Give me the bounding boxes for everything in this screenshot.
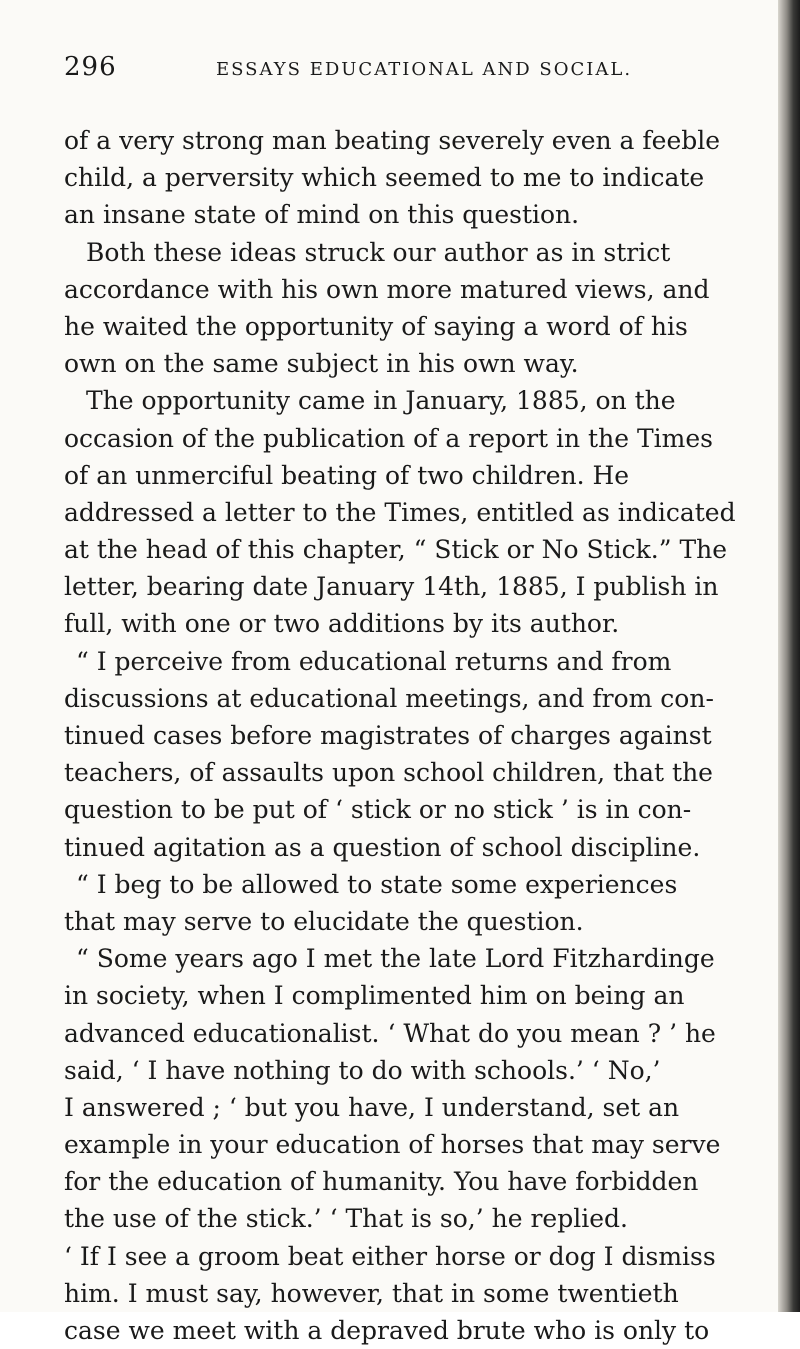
text-line: “ Some years ago I met the late Lord Fitzhardinge — [76, 944, 715, 974]
text-line: accordance with his own more matured views, and — [64, 274, 710, 304]
text-line: I answered ; ‘ but you have, I understand, set an — [64, 1092, 680, 1122]
text-line: advanced educationalist. ‘ What do you mean ? ’ he — [64, 1018, 716, 1048]
text-line: tinued cases before magistrates of charges against — [64, 721, 712, 750]
text-line: he waited the opportunity of saying a word of his — [64, 311, 688, 341]
text-line: tinued agitation as a question of school discipline. — [64, 832, 701, 862]
text-line: occasion of the publication of a report in the Times — [64, 423, 713, 453]
text-line: case we meet with a depraved brute who is only to — [64, 1316, 710, 1345]
text-line: at the head of this chapter, “ Stick or No Stick.” The — [64, 535, 728, 565]
text-line: Both these ideas struck our author as in strict — [86, 237, 671, 267]
text-line: The opportunity came in January, 1885, on the — [86, 386, 676, 416]
text-line: of an unmerciful beating of two children. He — [64, 460, 630, 490]
text-line: an insane state of mind on this question. — [64, 200, 580, 230]
running-head: ESSAYS EDUCATIONAL AND SOCIAL. — [216, 59, 633, 80]
text-line: “ I beg to be allowed to state some experiences — [76, 869, 678, 899]
text-line: teachers, of assaults upon school children, that the — [64, 758, 713, 788]
text-line: ‘ If I see a groom beat either horse or dog I dismiss — [64, 1241, 716, 1271]
text-line: child, a perversity which seemed to me to indicate — [64, 163, 705, 193]
text-line: him. I must say, however, that in some twentieth — [64, 1278, 679, 1308]
text-line: full, with one or two additions by its author. — [64, 609, 620, 639]
text-line: discussions at educational meetings, and from con- — [64, 683, 714, 713]
text-line: in society, when I complimented him on being an — [64, 981, 685, 1011]
text-line: the use of the stick.’ ‘ That is so,’ he replied. — [64, 1204, 628, 1234]
text-line: that may serve to elucidate the question. — [64, 906, 584, 936]
page-header — [64, 52, 764, 92]
text-line: for the education of humanity. You have forbidden — [64, 1167, 699, 1197]
text-line: own on the same subject in his own way. — [64, 349, 579, 379]
text-line: of a very strong man beating severely even a feeble — [64, 126, 721, 155]
text-line: letter, bearing date January 14th, 1885, I publish in — [64, 572, 719, 602]
body-text — [64, 122, 764, 1349]
text-line: “ I perceive from educational returns and from — [76, 646, 672, 676]
page-edge-shadow — [778, 0, 800, 1312]
text-line: addressed a letter to the Times, entitled as indicated — [64, 497, 736, 527]
text-line: question to be put of ‘ stick or no stick ’ is in con- — [64, 795, 692, 825]
text-line: said, ‘ I have nothing to do with schools.’ ‘ No,’ — [64, 1055, 661, 1085]
page-number: 296 — [64, 52, 117, 82]
text-line: example in your education of horses that may serve — [64, 1130, 721, 1160]
